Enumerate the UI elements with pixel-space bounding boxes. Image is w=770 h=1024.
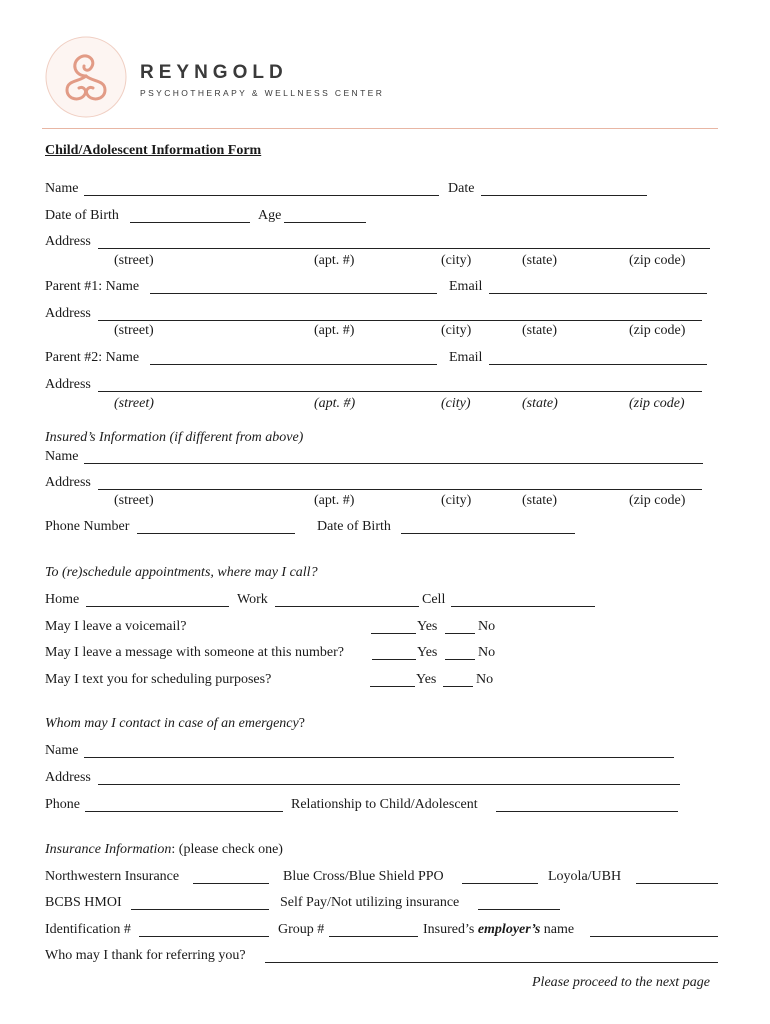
- apt-caption: (apt. #): [314, 493, 355, 508]
- identification-field[interactable]: [139, 936, 269, 937]
- phone-number-label: Phone Number: [45, 519, 130, 534]
- name-label: Name: [45, 181, 79, 196]
- insured-name-field[interactable]: [84, 463, 703, 464]
- street-caption: (street): [114, 396, 154, 411]
- identification-label: Identification #: [45, 922, 131, 937]
- dob-label: Date of Birth: [45, 208, 119, 223]
- logo-mark-icon: [45, 36, 127, 118]
- parent2-email-label: Email: [449, 350, 483, 365]
- insured-name-label: Name: [45, 449, 79, 464]
- referral-label: Who may I thank for referring you?: [45, 948, 246, 963]
- text-yes-blank[interactable]: [370, 686, 415, 687]
- footer-note: Please proceed to the next page: [532, 975, 710, 990]
- voicemail-yes-blank[interactable]: [371, 633, 416, 634]
- zip-caption: (zip code): [629, 493, 686, 508]
- date-field[interactable]: [481, 195, 647, 196]
- employer-label-post: name: [543, 922, 575, 937]
- city-caption: (city): [441, 253, 472, 268]
- form-title: Child/Adolescent Information Form: [45, 143, 262, 158]
- yes-label: Yes: [416, 672, 437, 687]
- city-caption: (city): [441, 493, 472, 508]
- home-label: Home: [45, 592, 80, 607]
- parent2-address-label: Address: [45, 377, 91, 392]
- state-caption: (state): [522, 396, 558, 411]
- logo: [45, 36, 127, 118]
- child-address-field[interactable]: [98, 248, 710, 249]
- bcbs-hmoi-label: BCBS HMOI: [45, 895, 122, 910]
- cell-phone-field[interactable]: [451, 606, 595, 607]
- dob-field[interactable]: [130, 222, 250, 223]
- emergency-heading-qmark: ?: [298, 716, 305, 731]
- state-caption: (state): [522, 253, 557, 268]
- yes-label: Yes: [417, 645, 438, 660]
- yes-label: Yes: [417, 619, 438, 634]
- insurance-heading: [45, 842, 283, 858]
- header-divider: [42, 128, 718, 129]
- schedule-heading: To (re)schedule appointments, where may I call?: [45, 565, 318, 580]
- city-caption: (city): [441, 396, 471, 411]
- parent1-email-field[interactable]: [489, 293, 707, 294]
- age-field[interactable]: [284, 222, 366, 223]
- zip-caption: (zip code): [629, 253, 686, 268]
- northwestern-check-blank[interactable]: [193, 883, 269, 884]
- brand-tagline: PSYCHOTHERAPY & WELLNESS CENTER: [140, 88, 385, 98]
- no-label: No: [478, 645, 496, 660]
- date-label: Date: [448, 181, 475, 196]
- emergency-heading-text: Whom may I contact in case of an emergency: [45, 716, 299, 731]
- bcbs-ppo-check-blank[interactable]: [462, 883, 538, 884]
- home-phone-field[interactable]: [86, 606, 229, 607]
- parent2-name-field[interactable]: [150, 364, 437, 365]
- insured-heading: Insured’s Information (if different from above): [45, 430, 304, 445]
- street-caption: (street): [114, 253, 154, 268]
- northwestern-label: Northwestern Insurance: [45, 869, 180, 884]
- insured-phone-field[interactable]: [137, 533, 295, 534]
- selfpay-label: Self Pay/Not utilizing insurance: [280, 895, 460, 910]
- loyola-check-blank[interactable]: [636, 883, 718, 884]
- bcbs-hmoi-check-blank[interactable]: [131, 909, 269, 910]
- message-question: May I leave a message with someone at this number?: [45, 645, 344, 660]
- message-no-blank[interactable]: [445, 659, 475, 660]
- loyola-label: Loyola/UBH: [548, 869, 622, 884]
- street-caption: (street): [114, 493, 154, 508]
- employer-label: [423, 922, 574, 938]
- work-phone-field[interactable]: [275, 606, 419, 607]
- parent2-address-field[interactable]: [98, 391, 702, 392]
- message-yes-blank[interactable]: [372, 659, 416, 660]
- relationship-field[interactable]: [496, 811, 678, 812]
- emergency-name-label: Name: [45, 743, 79, 758]
- emergency-heading: [45, 716, 305, 732]
- employer-field[interactable]: [590, 936, 718, 937]
- insured-dob-field[interactable]: [401, 533, 575, 534]
- parent1-label: Parent #1: Name: [45, 279, 140, 294]
- bcbs-ppo-label: Blue Cross/Blue Shield PPO: [283, 869, 444, 884]
- emergency-phone-field[interactable]: [85, 811, 283, 812]
- emergency-address-label: Address: [45, 770, 91, 785]
- voicemail-question: May I leave a voicemail?: [45, 619, 187, 634]
- no-label: No: [478, 619, 496, 634]
- relationship-label: Relationship to Child/Adolescent: [291, 797, 478, 812]
- apt-caption: (apt. #): [314, 323, 355, 338]
- parent1-email-label: Email: [449, 279, 483, 294]
- employer-label-pre: Insured’s: [423, 922, 475, 937]
- selfpay-check-blank[interactable]: [478, 909, 560, 910]
- insured-address-label: Address: [45, 475, 91, 490]
- parent2-label: Parent #2: Name: [45, 350, 140, 365]
- state-caption: (state): [522, 493, 557, 508]
- text-question: May I text you for scheduling purposes?: [45, 672, 272, 687]
- work-label: Work: [237, 592, 268, 607]
- insurance-heading-text: Insurance Information: [45, 842, 172, 857]
- address-label: Address: [45, 234, 91, 249]
- street-caption: (street): [114, 323, 154, 338]
- referral-field[interactable]: [265, 962, 718, 963]
- no-label: No: [476, 672, 494, 687]
- city-caption: (city): [441, 323, 472, 338]
- zip-caption: (zip code): [629, 396, 685, 411]
- insured-dob-label: Date of Birth: [317, 519, 391, 534]
- parent2-email-field[interactable]: [489, 364, 707, 365]
- age-label: Age: [258, 208, 282, 223]
- emergency-address-field[interactable]: [98, 784, 680, 785]
- apt-caption: (apt. #): [314, 253, 355, 268]
- state-caption: (state): [522, 323, 557, 338]
- insured-address-field[interactable]: [98, 489, 702, 490]
- emergency-name-field[interactable]: [84, 757, 674, 758]
- parent1-address-field[interactable]: [98, 320, 702, 321]
- insurance-note: : (please check one): [171, 842, 283, 857]
- child-name-field[interactable]: [84, 195, 439, 196]
- group-label: Group #: [278, 922, 325, 937]
- parent1-name-field[interactable]: [150, 293, 437, 294]
- parent1-address-label: Address: [45, 306, 91, 321]
- brand-name: REYNGOLD: [140, 62, 288, 83]
- voicemail-no-blank[interactable]: [445, 633, 475, 634]
- cell-label: Cell: [422, 592, 446, 607]
- apt-caption: (apt. #): [314, 396, 356, 411]
- emergency-phone-label: Phone: [45, 797, 80, 812]
- employer-label-bold: employer’s: [477, 922, 541, 937]
- text-no-blank[interactable]: [443, 686, 473, 687]
- zip-caption: (zip code): [629, 323, 686, 338]
- group-field[interactable]: [329, 936, 418, 937]
